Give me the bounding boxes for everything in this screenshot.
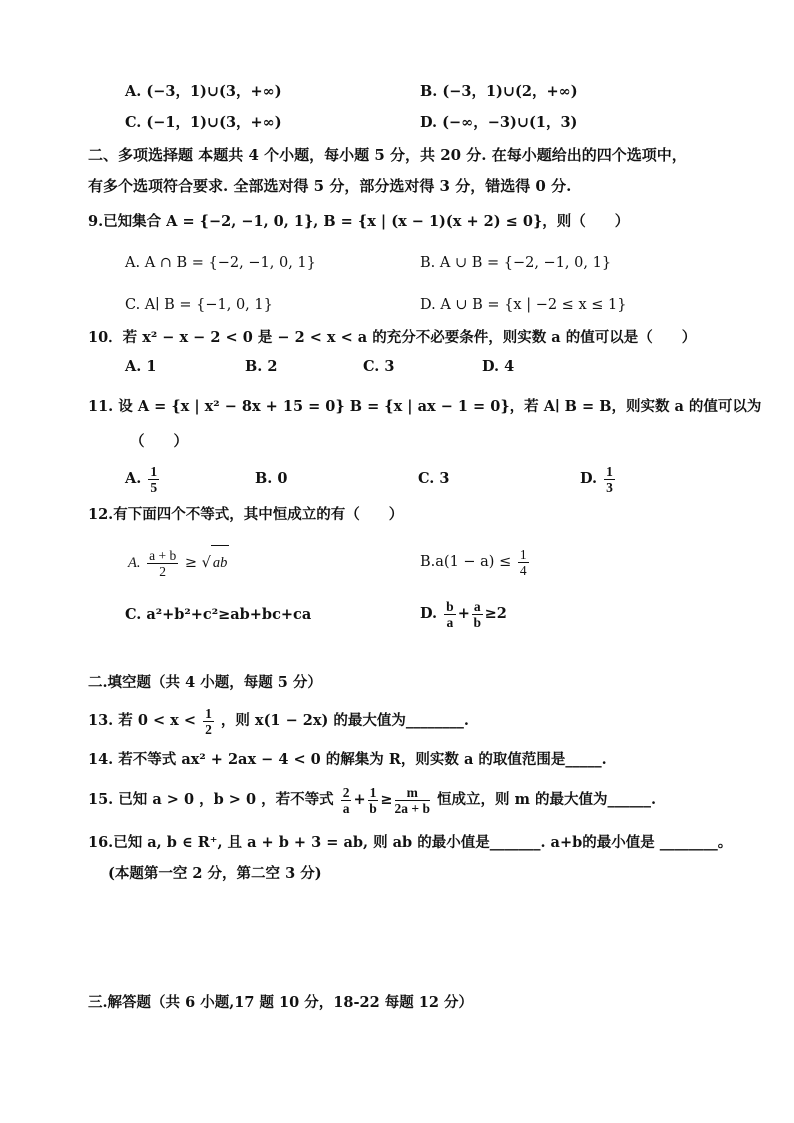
q15-fraction-2: $\frac{1}{b}$ [369, 784, 377, 816]
q11-option-a-label: A. [125, 470, 142, 487]
q12-option-d-fraction-2: $\frac{a}{b}$ [473, 598, 481, 630]
q15-fraction-1: $\frac{2}{a}$ [342, 784, 350, 816]
q12-option-d-label: D. [420, 605, 438, 622]
q12-option-a-sqrt: ab [211, 545, 230, 580]
q10-option-c: C. 3 [363, 358, 395, 375]
q8-option-b: B. (−3，1)∪(2，+∞) [420, 83, 578, 100]
q15-post: 恒成立，则 m 的最大值为______. [437, 791, 657, 808]
q12-option-a-relation: ≥ [184, 555, 197, 571]
q11-option-a [125, 462, 161, 496]
q12-option-a-label: A. [128, 555, 141, 571]
section2-heading: 二、多项选择题 本题共 4 个小题，每小题 5 分，共 20 分. 在每小题给出的四个选项中， [88, 146, 687, 164]
q11-option-c: C. 3 [418, 470, 450, 487]
q9-option-c: C. A∣ B = {−1, 0, 1} [125, 297, 273, 313]
q10-option-d: D. 4 [482, 358, 515, 375]
q15-pre: 15. 已知 a > 0 ，b > 0 ，若不等式 [88, 791, 334, 808]
q15-fraction-3: $\frac{m}{2a + b}$ [394, 784, 430, 816]
q12-option-b-text: B.a(1 − a) ≤ [420, 554, 512, 570]
q11-option-d-fraction: $\frac{1}{3}$ [606, 463, 613, 495]
q13-post: ，则 x(1 − 2x) 的最大值为________. [220, 712, 469, 729]
q9-option-a: A. A ∩ B = {−2, −1, 0, 1} [125, 255, 316, 271]
q12-option-b-fraction: $\frac{1}{4}$ [519, 546, 527, 578]
section3-heading: 三.解答题（共 6 小题,17 题 10 分，18-22 每题 12 分） [88, 994, 473, 1011]
q12-option-a: A. $\frac{a + b}{2}$ ≥ √ ab [128, 545, 229, 580]
q12-option-b [420, 545, 531, 579]
q11-option-d [580, 462, 617, 496]
q11-option-b: B. 0 [255, 470, 288, 487]
q11-option-a-fraction: $\frac{1}{5}$ [150, 463, 158, 495]
q9-stem: 9.已知集合 A = {−2, −1, 0, 1}, B = {x | (x − 1)(x + 2) ≤ 0}，则（ ） [88, 213, 630, 230]
q10-option-a: A. 1 [125, 358, 157, 375]
section-fill-heading: 二.填空题（共 4 小题，每题 5 分） [88, 674, 322, 691]
section2-heading-cont: 有多个选项符合要求. 全部选对得 5 分，部分选对得 3 分，错选得 0 分. [88, 177, 572, 195]
q13-fraction: $\frac{1}{2}$ [205, 705, 212, 737]
q8-option-d: D. (−∞，−3)∪(1，3) [420, 114, 578, 131]
q12-option-a-fraction: $\frac{a + b}{2}$ [149, 547, 177, 579]
q11-paren: （ ） [130, 433, 188, 450]
q11-option-d-label: D. [580, 470, 598, 487]
q12-option-d: D. $\frac{b}{a}$ + $\frac{a}{b}$ ≥2 [420, 598, 507, 630]
q12-option-d-tail: ≥2 [484, 605, 507, 622]
q14: 14. 若不等式 ax² + 2ax − 4 < 0 的解集为 R，则实数 a 的取值范围是_____. [88, 751, 607, 768]
q12-stem: 12.有下面四个不等式，其中恒成立的有（ ） [88, 506, 404, 523]
q15: 15. 已知 a > 0 ，b > 0 ，若不等式 $\frac{2}{a}$ + $\frac{1}{b}$ ≥ $\frac{m}{2a + b}$ 恒成立，则 m 的最大值为______. [88, 784, 657, 816]
q11-stem: 11. 设 A = {x | x² − 8x + 15 = 0} B = {x | ax − 1 = 0}，若 A∣ B = B，则实数 a 的值可以为 [88, 398, 762, 415]
q16-note: (本题第一空 2 分，第二空 3 分) [108, 865, 322, 882]
q13-pre: 13. 若 0 < x < [88, 712, 196, 729]
q9-option-d: D. A ∪ B = {x | −2 ≤ x ≤ 1} [420, 297, 627, 313]
q12-option-d-fraction-1: $\frac{b}{a}$ [446, 598, 454, 630]
q13 [88, 704, 469, 738]
q10-option-b: B. 2 [245, 358, 278, 375]
q16: 16.已知 a, b ∈ R⁺, 且 a + b + 3 = ab, 则 ab 的最小值是_______. a+b的最小值是 ________。 [88, 834, 733, 851]
q9-option-b: B. A ∪ B = {−2, −1, 0, 1} [420, 255, 612, 271]
q10-stem: 10．若 x² − x − 2 < 0 是 − 2 < x < a 的充分不必要条件，则实数 a 的值可以是（ ） [88, 329, 697, 346]
q8-option-c: C. (−1，1)∪(3，+∞) [125, 114, 282, 131]
q8-option-a: A. (−3，1)∪(3，+∞) [125, 83, 282, 100]
q12-option-c: C. a²+b²+c²≥ab+bc+ca [125, 606, 312, 623]
